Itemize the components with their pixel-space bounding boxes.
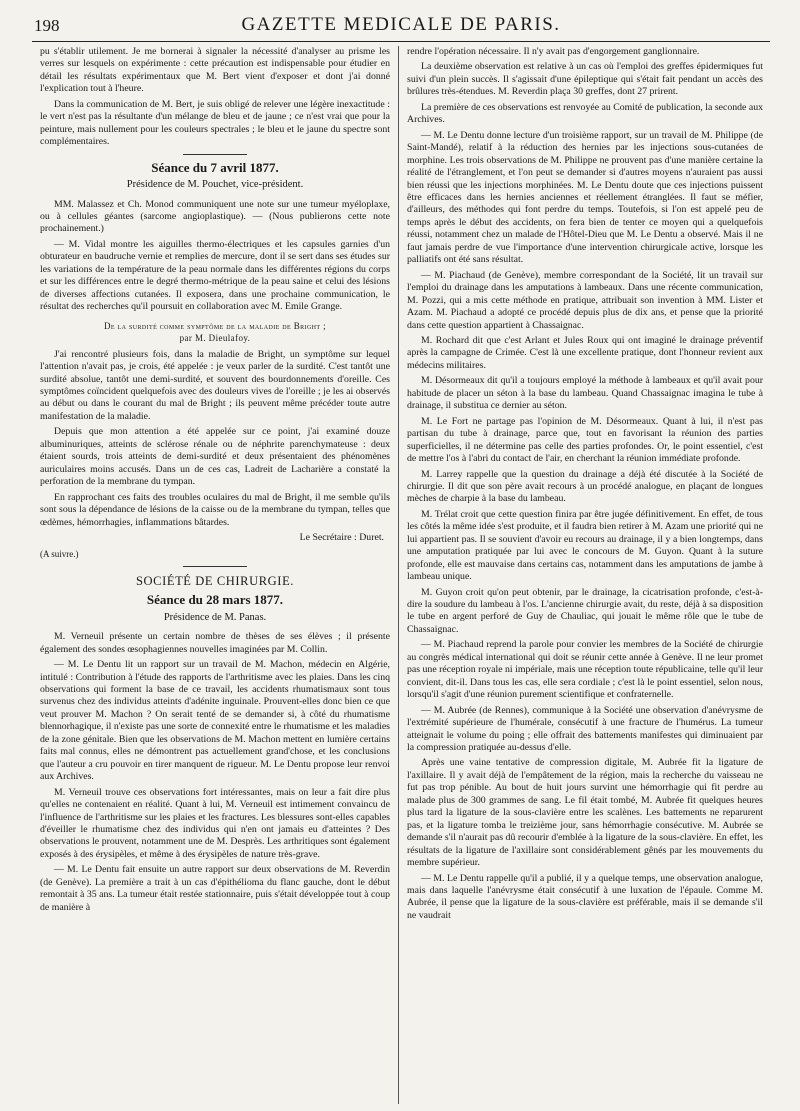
paragraph: M. Larrey rappelle que la question du drainage a déjà été discutée à la Société de chirurgie. Il dit que son père avait recours à un procédé analogue, en plaçant de longues mèches de charpie à la base du lambeau. [407, 468, 763, 505]
paragraph: rendre l'opération nécessaire. Il n'y avait pas d'engorgement ganglionnaire. [407, 46, 700, 57]
left-column [40, 46, 390, 917]
paragraph: — M. Le Dentu lit un rapport sur un travail de M. Machon, médecin en Algérie, intitulé : Contribution à l'étude des rapports de l'arthritisme avec les plaies. Dans les cinq observations qui forment la base de ce travail, les accidents rhumatismaux sont tous survenus chez des individus atteints d'adénite inguinale. Prouvent-elles donc bien ce que veut prouver M. Machon ? On serait tenté de se demander si, à côté du rhumatisme blennorhagique, il n'existe pas une sorte de connexité entre le rhumatisme et les maladies de la zone génitale. Bien que les observations de M. Machon mettent en lumière certains faits mal connus, elles ne démontrent pas actuellement grand'chose, et les conclusions que l'auteur a cru pouvoir en tirer manquent de rigueur. M. Le Dentu propose leur renvoi aux Archives. [40, 659, 390, 783]
paragraph: — M. Aubrée (de Rennes), communique à la Société une observation d'anévrysme de l'extrémité supérieure de l'humérale, consécutif à une fracture de l'humérus. La tumeur atteignait le volume du poing ; elle offrait des battements manifestes qui diminuaient par la compression pratiquée au-dessus d'elle. [407, 704, 763, 754]
separator-rule [183, 154, 247, 155]
article-title: De la surdité comme symptôme de la maladie de Bright ; [103, 320, 327, 331]
paragraph: — M. Piachaud reprend la parole pour convier les membres de la Société de chirurgie au congrès médical international qui doit se réunir cette année à Genève. Il ne leur promet pas une réception royale ni impériale, mais une réception toute républicaine, telle qu'il leur convient, dit-il. Dans tous les cas, elle sera cordiale ; c'est là le point essentiel, selon nous, lorsqu'il s'agit d'une réunion purement scientifique et confraternelle. [407, 639, 763, 701]
presidency-line: Présidence de M. Panas. [163, 611, 267, 623]
paragraph: M. Guyon croit qu'on peut obtenir, par le drainage, la cicatrisation profonde, c'est-à-dire la soudure du lambeau à l'os. L'ancienne chirurgie avait, du reste, déjà à sa disposition le tube en argent perforé de Guy de Chauliac, qui jouait le même rôle que le tube de Chassaignac. [407, 586, 763, 635]
session-heading: Séance du 7 avril 1877. [151, 159, 279, 175]
paragraph: pu s'établir utilement. Je me bornerai à signaler la nécessité d'analyser au prisme les verres sur lesquels on expérimente : cette précaution est indispensable pour étudier en détail les résultats expérimentaux que M. Bert vient d'exposer et dont j'ai donné l'explication tout à l'heure. [40, 46, 390, 95]
paragraph: Depuis que mon attention a été appelée sur ce point, j'ai examiné douze albuminuriques, atteints de sclérose rénale ou de néphrite parenchymateuse : deux étaient sourds, trois atteints de demi-surdité et deux présentaient des phénomènes auriculaires moins accusés. Dans un de ces cas, Ladreit de Lacharière a constaté la perforation de la membrane du tympan. [40, 426, 390, 488]
paragraph: M. Désormeaux dit qu'il a toujours employé la méthode à lambeaux et qu'il avait pour habitude de placer un séton à la base du lambeau. Quand Chassaignac imagina le tube à drainage, il substitua ce dernier au séton. [407, 375, 763, 412]
paragraph: — M. Piachaud (de Genève), membre correspondant de la Société, lit un travail sur l'emploi du drainage dans les amputations à lambeaux. Dans une récente communication, M. Pozzi, qui a mis cette méthode en pratique, attribuait son invention à MM. Lister et Azam. M. Piachaud a adopté ce procédé depuis plus de dix ans, et pense que la priorité dans cette question appartient à Chassaignac. [407, 269, 763, 331]
paragraph: J'ai rencontré plusieurs fois, dans la maladie de Bright, un symptôme sur lequel l'attention n'avait pas, je crois, été appelée : je veux parler de la surdité. C'est tantôt une surdité absolue, tantôt une demi-surdité, et souvent des bourdonnements d'oreille. Ces symptômes coïncident quelquefois avec des douleurs vives de l'oreille ; je les ai observés au début ou dans le courant du mal de Bright ; ils peuvent même précéder toute autre manifestation de la maladie. [40, 348, 390, 422]
article-heading [40, 320, 390, 344]
session-heading: Séance du 28 mars 1877. [146, 592, 284, 608]
paragraph: M. Trélat croit que cette question finira par être jugée définitivement. En effet, de tous les côtés la même idée s'est produite, et il faudra bien retirer à M. Azam une priorité qui ne lui appartient pas. Il se souvient d'avoir eu recours au drainage, il y a bien longtemps, dans une amputation pratiquée par lui avec le concours de M. Guyon. Quant à la suture profonde, elle est mauvaise dans certains cas, notamment dans les amputations de jambe à lambeau unique. [407, 508, 763, 583]
paragraph: — M. Le Dentu donne lecture d'un troisième rapport, sur un travail de M. Philippe (de Saint-Mandé), relatif à la réduction des hernies par les injections sous-cutanées de morphine. Les trois observations de M. Philippe ne prouvent pas d'une manière certaine la réalité de l'étranglement, et l'on peut se demander si d'autres moyens n'auraient pas aussi bien réussi que les injections morphinées. M. Le Dentu doute que ces injections puissent être efficaces dans les hernies anciennes et réellement étranglées. Il faut se méfier, d'ailleurs, des méthodes qui font perdre du temps. Toutefois, si l'on est appelé peu de temps après le début des accidents, on fera bien de tenter ce moyen qui a quelquefois réussi, notamment chez un malade de l'Hôtel-Dieu que M. Le Dentu a observé. Mais il ne faut jamais perdre de vue l'importance d'une intervention chirurgicale active, lorsque les palliatifs ont été sans résultat. [407, 129, 763, 266]
paragraph: M. Le Fort ne partage pas l'opinion de M. Désormeaux. Quant à lui, il n'est pas partisan du tube à drainage, parce que, tout en favorisant la réunion des parties superficielles, il ne détermine pas celle des parties profondes. Or, le point essentiel, c'est de mettre l'os à l'abri du contact de l'air, en cherchant la réunion immédiate profonde. [407, 415, 763, 465]
page-header [32, 12, 770, 40]
presidency-line: Présidence de M. Pouchet, vice-président. [126, 179, 304, 191]
paragraph: M. Rochard dit que c'est Arlant et Jules Roux qui ont imaginé le drainage préventif après la campagne de Crimée. C'est là une excellente pratique, dont l'honneur revient aux médecins militaires. [407, 334, 763, 371]
right-column [407, 46, 763, 925]
paragraph: M. Verneuil présente un certain nombre de thèses de ses élèves ; il présente également des sondes œsophagiennes nouvelles imaginées par M. Collin. [40, 631, 390, 655]
secretary-signature: Le Secrétaire : Duret. [299, 531, 384, 543]
running-title: GAZETTE MEDICALE DE PARIS. [241, 14, 561, 35]
paragraph: En rapprochant ces faits des troubles oculaires du mal de Bright, il me semble qu'ils sont sous la dépendance de lésions de la caisse ou de la membrane du tympan, telles que œdèmes, hémorrhagies, inflammations bâtardes. [40, 491, 390, 528]
paragraph: — M. Le Dentu rappelle qu'il a publié, il y a quelque temps, une observation analogue, mais dans laquelle l'anévrysme était consécutif à une luxation de l'épaule. Comme M. Aubrée, il pense que la ligature de la sous-clavière est préférable, mais il se demande s'il ne vaudrait [407, 872, 763, 921]
paragraph: La première de ces observations est renvoyée au Comité de publication, la seconde aux Archives. [407, 101, 763, 126]
paragraph: Dans la communication de M. Bert, je suis obligé de relever une légère inexactitude : le vert n'est pas la résultante d'un mélange de bleu et de jaune ; ce n'est vrai que pour la peinture, mais nullement pour les couleurs spectrales ; le bleu et le jaune du spectre sont complémentaires. [40, 98, 390, 148]
paragraph: M. Verneuil trouve ces observations fort intéressantes, mais on leur a fait dire plus qu'elles ne contenaient en réalité. Quant à lui, M. Verneuil est intimement convaincu de l'influence de l'arthritisme sur les plaies et les fractures. Les blessures sont-elles capables d'éveiller le rhumatisme chez des individus qui n'en ont jamais eu d'atteintes ? Des observations le prouvent, notamment une de M. Desprès. Les arthritiques sont également exposés à des érysipèles, et même à des érysipèles de nature très-grave. [40, 786, 390, 860]
paragraph: MM. Malassez et Ch. Monod communiquent une note sur une tumeur myéloplaxe, ou à cellules géantes (sarcome angioplastique). — (Nous publierons cette note prochainement.) [40, 198, 390, 235]
paragraph: La deuxième observation est relative à un cas où l'emploi des greffes épidermiques fut suivi d'un plein succès. Il s'agissait d'une épileptique qui s'était fait pendant un accès des brûlures très-étendues. M. Reverdin plaça 30 greffes, dont 27 prirent. [407, 61, 763, 98]
header-rule [32, 41, 770, 42]
paragraph: Après une vaine tentative de compression digitale, M. Aubrée fit la ligature de l'axillaire. Il y avait déjà de l'empâtement de la région, mais la recherche du vaisseau ne fut pas trop pénible. Au bout de huit jours survint une hémorrhagie qui fit perdre au malade plus de 300 grammes de sang. Le fil était tombé, M. Aubrée fit quelques heures plus tard la ligature de la sous-clavière entre les scalènes. Les battements ne reparurent pas, et la ligature tomba le treizième jour, sans hémorrhagie consécutive. M. Aubrée se demande s'il n'aurait pas dû recourir d'emblée à la ligature de la sous-clavière. En effet, les résultats de la ligature de l'axillaire sont considérablement gênés par les mouvements du membre supérieur. [407, 757, 763, 869]
article-author: par M. Dieulafoy. [179, 332, 251, 343]
society-heading: SOCIÉTÉ DE CHIRURGIE. [135, 573, 295, 588]
paragraph: — M. Le Dentu fait ensuite un autre rapport sur deux observations de M. Reverdin (de Genève). La première a trait à un cas d'épithélioma du flanc gauche, dont le début remontait à 35 ans. La tumeur était restée stationnaire, puis s'était développée tout à coup de manière à [40, 864, 390, 913]
page-number: 198 [34, 16, 60, 35]
separator-rule [183, 566, 247, 567]
continued-note: (A suivre.) [40, 549, 79, 560]
column-divider [398, 46, 399, 1104]
paragraph: — M. Vidal montre les aiguilles thermo-électriques et les capsules garnies d'un obturateur en baudruche vernie et remplies de mercure, dont il se sert dans ses études sur les variations de la température de la peau normale dans les différentes régions du corps et sur les différences entre le degré thermo-métrique de la peau saine et celui des lésions de diverses affections cutanées. Il exposera, dans une prochaine communication, le résultat des recherches qu'il poursuit en collaboration avec M. Emile Grange. [40, 238, 390, 313]
